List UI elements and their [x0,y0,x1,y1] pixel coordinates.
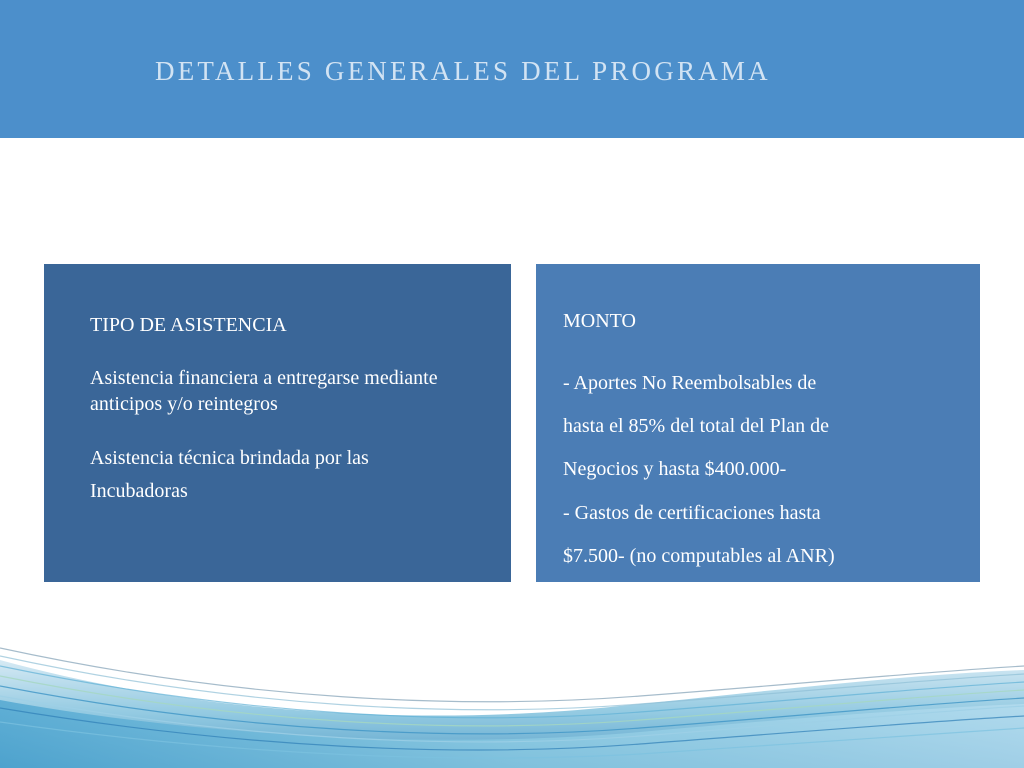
panel-line: $7.500- (no computables al ANR) [563,545,835,567]
panel-paragraph: Asistencia técnica brindada por las Incubadoras [90,447,369,502]
monto-panel [536,264,980,582]
panel-heading: TIPO DE ASISTENCIA [90,314,287,336]
panel-line: - Aportes No Reembolsables de [563,372,817,394]
panel-heading: MONTO [563,310,636,332]
decorative-waves [0,630,1024,768]
tipo-de-asistencia-panel [44,264,511,582]
panel-line: - Gastos de certificaciones hasta [563,502,821,524]
slide-title: DETALLES GENERALES DEL PROGRAMA [155,56,771,86]
panel-line: Negocios y hasta $400.000- [563,458,787,480]
header-band [0,0,1024,138]
panel-line: hasta el 85% del total del Plan de [563,415,830,437]
panel-paragraph: Asistencia financiera a entregarse mediante anticipos y/o reintegros [90,367,438,415]
